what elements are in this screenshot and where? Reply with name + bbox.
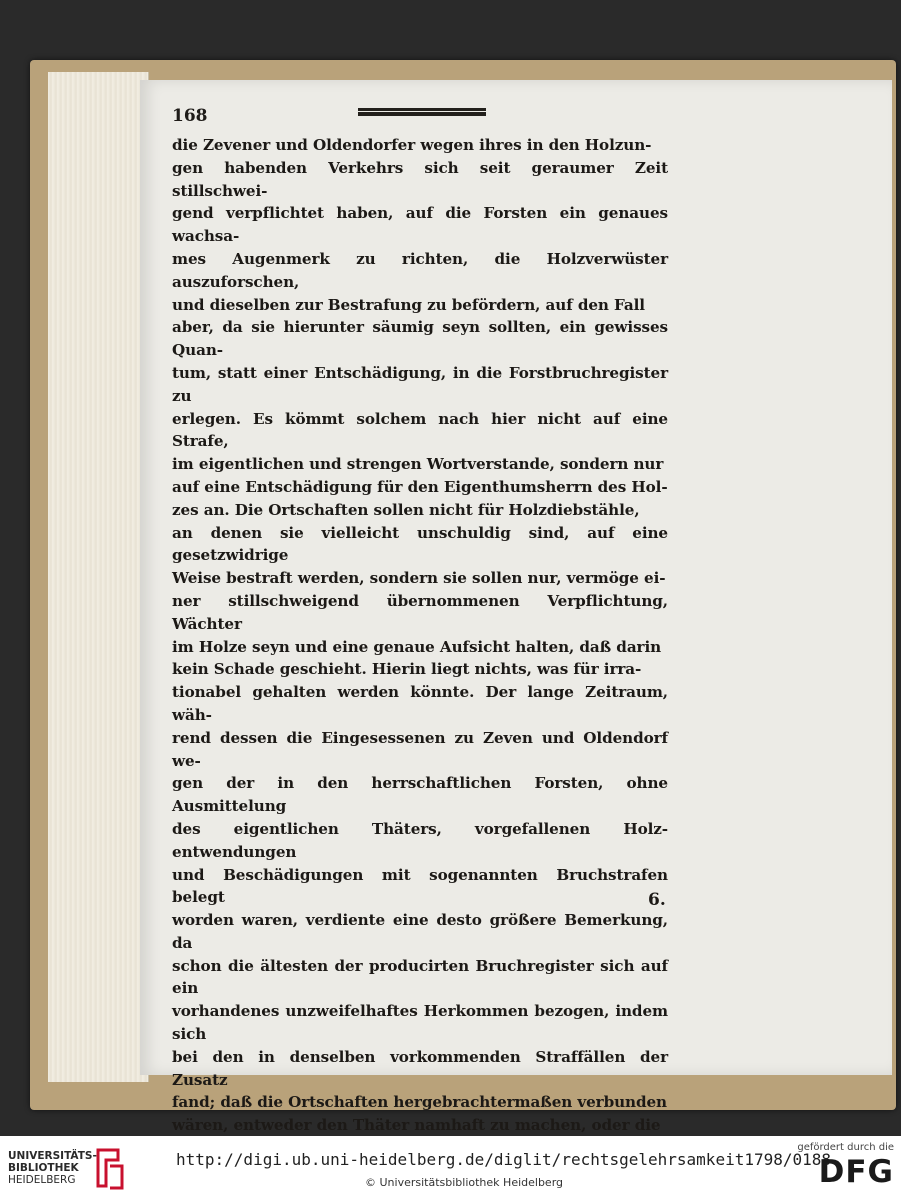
text-line: wären, entweder den Thäter namhaft zu machen, oder die <box>172 1116 661 1135</box>
library-logo-text <box>8 1150 97 1186</box>
text-line: gen habenden Verkehrs sich seit geraumer Zeit stillschwei- <box>172 158 668 200</box>
page-number: 168 <box>172 106 208 126</box>
body-text <box>172 134 668 1136</box>
text-line: und dieselben zur Bestrafung zu befördern, auf den Fall <box>172 295 645 314</box>
text-line: auf eine Entschädigung für den Eigenthumsherrn des Hol- <box>172 477 668 496</box>
text-line: des eigentlichen Thäters, vorgefallenen Holz-entwendungen <box>172 819 668 861</box>
library-name-line: UNIVERSITÄTS- <box>8 1150 97 1162</box>
text-line: bei den in denselben vorkommenden Straffällen der Zusatz <box>172 1047 668 1089</box>
text-line: an denen sie vielleicht unschuldig sind, auf eine gesetzwidrige <box>172 523 668 565</box>
text-line: zes an. Die Ortschaften sollen nicht für Holzdiebstähle, <box>172 500 640 519</box>
text-line: im eigentlichen und strengen Wortverstande, sondern nur <box>172 455 664 474</box>
text-line: im Holze seyn und eine genaue Aufsicht halten, daß darin <box>172 637 662 656</box>
header-ornament <box>358 108 486 116</box>
text-line: gen der in den herrschaftlichen Forsten, ohne Ausmittelung <box>172 774 668 816</box>
copyright-notice: © Universitätsbibliothek Heidelberg <box>365 1176 564 1189</box>
catchword: 6. <box>648 890 666 910</box>
viewer-footer <box>0 1136 901 1200</box>
text-line: aber, da sie hierunter säumig seyn sollten, ein gewisses Quan- <box>172 318 668 360</box>
library-name-line: BIBLIOTHEK <box>8 1162 79 1174</box>
text-line: die Zevener und Oldendorfer wegen ihres in den Holzun- <box>172 136 652 154</box>
text-line: schon die ältesten der producirten Bruchregister sich auf ein <box>172 956 668 998</box>
text-line: gend verpflichtet haben, auf die Forsten ein genaues wachsa- <box>172 204 668 246</box>
funding-caption: gefördert durch die <box>797 1142 894 1153</box>
text-line: Weise bestraft werden, sondern sie sollen nur, vermöge ei- <box>172 569 666 588</box>
text-line: erlegen. Es kömmt solchem nach hier nicht auf eine Strafe, <box>172 409 668 451</box>
dfg-logo: DFG <box>818 1154 894 1190</box>
text-line: vorhandenes unzweifelhaftes Herkommen bezogen, indem sich <box>172 1002 668 1044</box>
text-line: rend dessen die Eingesessenen zu Zeven und Oldendorf we- <box>172 728 668 770</box>
text-line: und Beschädigungen mit sogenannten Bruchstrafen belegt <box>172 865 668 907</box>
text-line: ner stillschweigend übernommenen Verpflichtung, Wächter <box>172 591 668 633</box>
permalink-url[interactable]: http://digi.ub.uni-heidelberg.de/diglit/rechtsgelehrsamkeit1798/0188 <box>176 1150 832 1169</box>
page-edges <box>48 72 149 1082</box>
text-line: mes Augenmerk zu richten, die Holzverwüster auszuforschen, <box>172 249 668 291</box>
text-line: fand; daß die Ortschaften hergebrachtermaßen verbunden <box>172 1093 668 1112</box>
text-line: tionabel gehalten werden könnte. Der lange Zeitraum, wäh- <box>172 683 668 724</box>
library-name-line: HEIDELBERG <box>8 1174 76 1186</box>
funder-block <box>790 1142 894 1191</box>
text-line: worden waren, verdiente eine desto größere Bemerkung, da <box>172 911 668 952</box>
text-line: tum, statt einer Entschädigung, in die Forstbruchregister zu <box>172 363 668 405</box>
text-line: kein Schade geschieht. Hierin liegt nichts, was für irra- <box>172 660 642 679</box>
library-logo-icon <box>92 1144 126 1192</box>
